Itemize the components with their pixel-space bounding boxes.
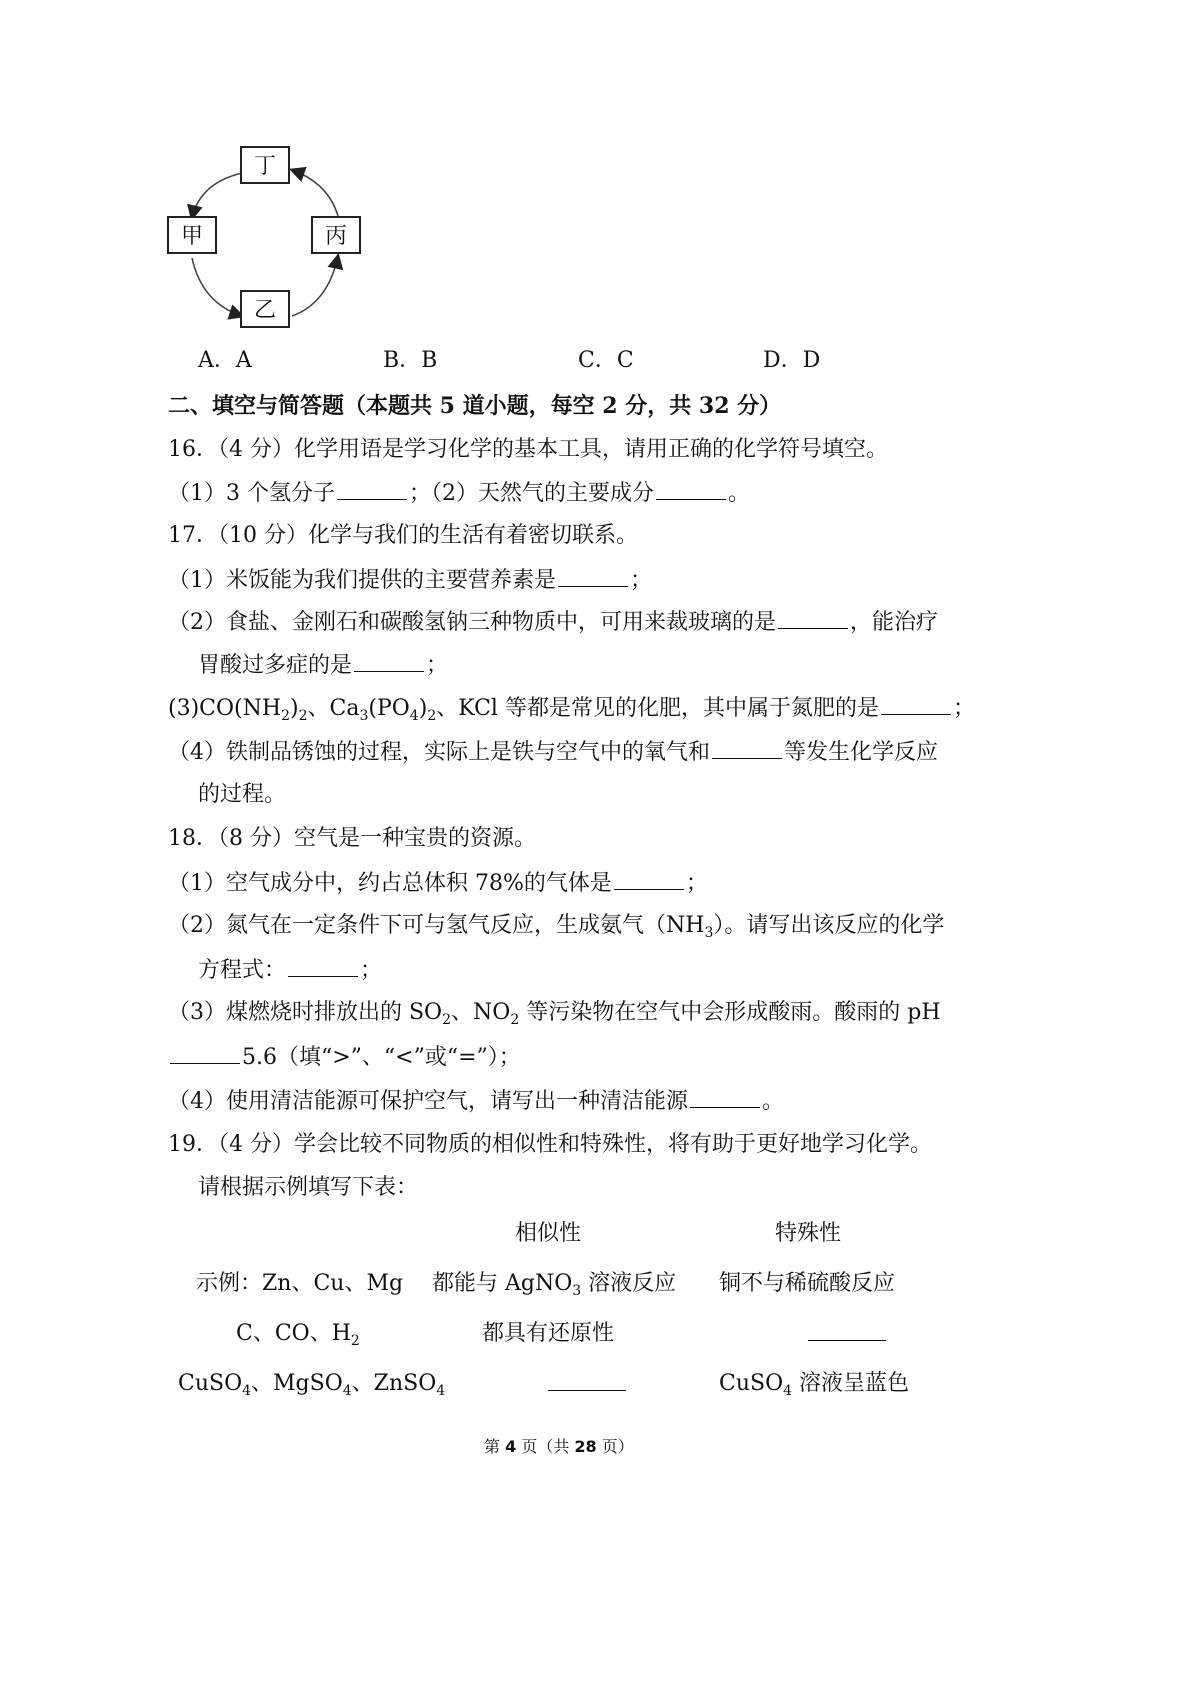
text: ) (418, 696, 428, 721)
answer-blank[interactable] (558, 566, 628, 587)
q17-p2-mid: ，能治疗 (850, 610, 939, 635)
answer-blank[interactable] (778, 608, 848, 629)
q18-p1-end: ； (685, 871, 708, 896)
text: 、Ca (307, 696, 360, 721)
text: ) (289, 696, 299, 721)
answer-blank[interactable] (690, 1087, 760, 1108)
text: 。 (762, 1089, 785, 1114)
q17-p2-text: （2）食盐、金刚石和碳酸氢钠三种物质中，可用来裁玻璃的是 (168, 610, 776, 635)
subscript: 4 (342, 1383, 352, 1399)
row3-similarity (546, 1370, 628, 1399)
text: 方程式： (198, 958, 287, 983)
option-d: D．D (763, 348, 821, 373)
answer-blank[interactable] (881, 694, 951, 715)
row3-label (178, 1370, 445, 1405)
q18-stem: 18．（8 分）空气是一种宝贵的资源。 (168, 826, 536, 851)
q17-stem: 17．（10 分）化学与我们的生活有着密切联系。 (168, 523, 638, 548)
answer-blank[interactable] (354, 651, 424, 672)
subscript: 3 (704, 925, 714, 941)
node-yi: 乙 (240, 290, 290, 328)
row1-similarity (432, 1270, 676, 1305)
q17-p2-end: ； (426, 653, 449, 678)
arrow-yi-to-bing (292, 256, 338, 316)
subscript: 4 (242, 1383, 252, 1399)
answer-blank[interactable] (548, 1370, 626, 1391)
page-number: 4 (505, 1437, 517, 1456)
text: 、MgSO (251, 1371, 343, 1396)
answer-blank[interactable] (656, 479, 726, 500)
text: ； (952, 696, 975, 721)
page-footer (484, 1434, 634, 1457)
node-ding: 丁 (240, 146, 290, 184)
text: (PO (368, 696, 410, 721)
subscript: 2 (350, 1333, 360, 1349)
q18-p4 (168, 1087, 784, 1116)
q18-p3 (168, 999, 941, 1034)
text: ； (360, 958, 383, 983)
arrow-ding-to-jia (192, 173, 242, 218)
q18-p3-line2 (168, 1043, 521, 1072)
answer-blank[interactable] (712, 738, 782, 759)
text: CuSO (178, 1371, 243, 1396)
section-title: 二、填空与简答题（本题共 5 道小题，每空 2 分，共 32 分） (168, 393, 782, 419)
text: 5.6（填“>”、“<”或“=”）； (242, 1045, 521, 1070)
q17-p1-text: （1）米饭能为我们提供的主要营养素是 (168, 568, 556, 593)
text: 页（共 (516, 1437, 575, 1456)
text: (3)CO(NH (168, 696, 282, 721)
subscript: 3 (359, 708, 369, 724)
q17-p2 (168, 608, 938, 637)
text: 溶液呈蓝色 (792, 1371, 910, 1396)
q18-p2 (168, 912, 944, 947)
row1-label: 示例：Zn、Cu、Mg (196, 1271, 404, 1296)
q19-stem-line2: 请根据示例填写下表： (198, 1175, 419, 1200)
table-header-speciality: 特殊性 (775, 1221, 842, 1246)
q16-part1-text: （1）3 个氢分子 (168, 481, 335, 506)
q17-p1 (168, 566, 652, 595)
q17-p2-l2-text: 胃酸过多症的是 (198, 653, 353, 678)
q18-p1 (168, 869, 708, 898)
q16-line1 (168, 479, 750, 508)
option-c: C．C (578, 348, 634, 373)
text: CuSO (719, 1371, 784, 1396)
q16-part2-text: ；（2）天然气的主要成分 (409, 481, 654, 506)
q17-p4-text: （4）铁制品锈蚀的过程，实际上是铁与空气中的氧气和 (168, 740, 710, 765)
text: 等污染物在空气中会形成酸雨。酸雨的 pH (519, 1000, 941, 1025)
subscript: 2 (298, 708, 308, 724)
row1-speciality: 铜不与稀硫酸反应 (719, 1271, 896, 1296)
node-bing: 丙 (311, 216, 361, 254)
subscript: 3 (572, 1283, 582, 1299)
subscript: 4 (783, 1383, 793, 1399)
table-header-similarity: 相似性 (515, 1221, 582, 1246)
subscript: 2 (281, 708, 290, 724)
arrow-jia-to-yi (192, 258, 242, 316)
answer-blank[interactable] (170, 1043, 240, 1064)
text: （3）煤燃烧时排放出的 SO (168, 1000, 443, 1025)
option-b: B．B (383, 348, 438, 373)
q17-p3 (168, 694, 975, 730)
text: 、KCl 等都是常见的化肥，其中属于氮肥的是 (436, 696, 879, 721)
q16-end: 。 (728, 481, 751, 506)
row2-label (236, 1320, 360, 1355)
arrow-bing-to-ding (292, 170, 338, 216)
text: 、NO (451, 1000, 511, 1025)
subscript: 2 (427, 708, 437, 724)
text: C、CO、H (236, 1321, 351, 1346)
option-a: A．A (198, 348, 252, 373)
text: 都能与 AgNO (432, 1271, 573, 1296)
row2-similarity: 都具有还原性 (482, 1321, 615, 1346)
text: 溶液反应 (581, 1271, 677, 1296)
total-pages: 28 (574, 1437, 597, 1456)
q18-p1-text: （1）空气成分中，约占总体积 78%的气体是 (168, 871, 612, 896)
q16-stem: 16．（4 分）化学用语是学习化学的基本工具，请用正确的化学符号填空。 (168, 437, 888, 462)
q17-p2-line2 (198, 651, 448, 680)
row2-speciality (806, 1320, 888, 1349)
q17-p1-end: ； (630, 568, 653, 593)
q19-stem: 19．（4 分）学会比较不同物质的相似性和特殊性，将有助于更好地学习化学。 (168, 1132, 932, 1157)
subscript: 4 (409, 708, 419, 724)
answer-blank[interactable] (337, 479, 407, 500)
q17-p4-line2: 的过程。 (198, 782, 287, 807)
q17-p4-mid: 等发生化学反应 (784, 740, 939, 765)
text: ）。请写出该反应的化学 (713, 913, 945, 938)
answer-blank[interactable] (808, 1320, 886, 1341)
q18-p2-line2 (198, 956, 382, 985)
subscript: 2 (510, 1012, 520, 1028)
text: 第 (484, 1437, 506, 1456)
subscript: 2 (442, 1012, 452, 1028)
subscript: 4 (436, 1383, 446, 1399)
answer-blank[interactable] (288, 956, 358, 977)
text: 、ZnSO (351, 1371, 437, 1396)
text: 页） (596, 1437, 634, 1456)
node-jia: 甲 (167, 216, 217, 254)
row3-speciality (719, 1370, 909, 1405)
text: （2）氮气在一定条件下可与氢气反应，生成氨气（NH (168, 913, 705, 938)
text: （4）使用清洁能源可保护空气，请写出一种清洁能源 (168, 1089, 688, 1114)
q17-p4 (168, 738, 938, 767)
answer-blank[interactable] (614, 869, 684, 890)
